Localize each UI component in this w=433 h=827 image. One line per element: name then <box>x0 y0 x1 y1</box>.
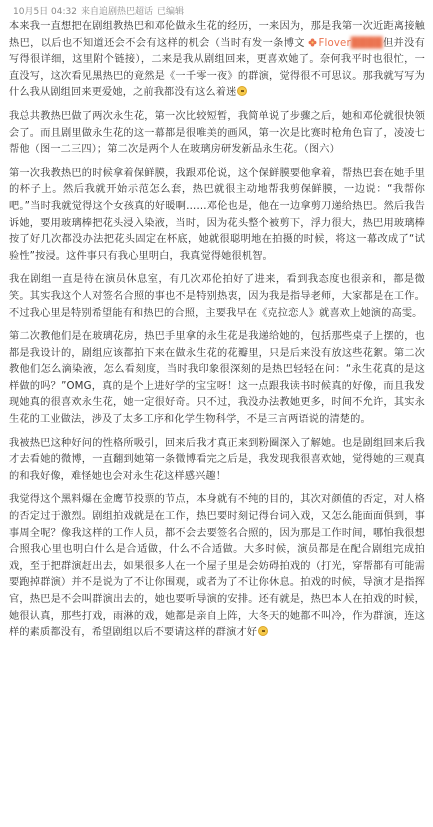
post-paragraph <box>9 436 425 486</box>
post-paragraph <box>9 329 425 429</box>
smile-emoji <box>258 626 268 636</box>
paragraph-text: 但并没有写得很详细，这里附个链接），二来是我从剧组回来，更喜欢她了。奈何我平时也很忙，一直没写，这次看见黑热巴的竟然是《一千零一夜》的群演，觉得很不可思议。那我就写写为什么我从剧组回来更爱她，之前我都没有这么着迷 <box>9 37 425 99</box>
paragraph-text: 我总共教热巴做了两次永生花，第一次比较短暂，我简单说了步骤之后，她和邓伦就很快领会了。而且剧里做永生花的这一幕都是很唯美的画风，第一次是比赛时枪角色盲了，凌凌七帮他（图一二三四）；第二次是两个人在玻璃房研发新品永生花。（图六） <box>9 110 425 156</box>
post-paragraph <box>9 272 425 322</box>
flower-icon <box>308 38 317 47</box>
post-edited: 已编辑 <box>157 7 185 17</box>
paragraph-text: 我觉得这个黑料爆在金鹰节投票的节点，本身就有不纯的目的，其次对颜值的否定，对人格的否定过于激烈。剧组拍戏就是在工作，热巴要时刻记得台词入戏，又怎么能面面俱到，事事周全呢？像我这样的工作人员，都不会去要签名合照的，因为那是工作时间，哪怕我很想合照我心里也明白什么是合适做，什么不合适做。大多时候，演员都是在配合剧组完成拍戏，至于把群演赶出去，如果很多人在一个屋子里是会妨碍拍戏的（打光，穿帮都有可能需要跑掉群演）并不是说为了不让你围观，或者为了不让你休息。拍戏的时候，导演才是指挥官，热巴是不会叫群演出去的，她也要听导演的安排。还有就是，热巴本人在拍戏的时候，她很认真，那些打戏，雨淋的戏，她都是亲自上阵，大冬天的她都不叫冷，作为群演，连这样的素质都没有，希望剧组以后不要请这样的群演才好 <box>9 494 425 639</box>
paragraph-text: 本来我一直想把在剧组教热巴和邓伦做永生花的经历，一来因为，那是我第一次近距离接触热巴，以后也不知道还会不会有这样的机会（当时有发一条博文 <box>9 21 425 49</box>
post-paragraph <box>9 109 425 159</box>
post-meta <box>13 6 425 19</box>
post-content <box>9 19 425 642</box>
post-source[interactable]: 来自追剧热巴超话 <box>80 7 153 17</box>
post-paragraph <box>9 492 425 641</box>
redacted-link-text: ████ <box>350 37 383 49</box>
link-user-flover[interactable]: Flover <box>318 37 351 49</box>
paragraph-text: 第一次我教热巴的时候拿着保鲜膜，我跟邓伦说，这个保鲜膜要他拿着，帮热巴套在她手里的杯子上。然后我就开始示范怎么套，热巴就很主动地帮我剪保鲜膜，一边说：“我帮你吧。”当时我就觉得这个女孩真的好暖啊……邓伦也是，他在一边拿剪刀递给热巴。然后我告诉她，要用玻璃棒把花头浸入染液，当时，因为花头整个被剪下，浮力很大，热巴用玻璃棒按了好几次都没办法把花头固定在杯底，她就很聪明地在拍摄的时候，将这一幕改成了“试验性”按浸。这件事只有我心里明白，我真觉得她很机智。 <box>9 167 425 262</box>
post-date: 10月5日 04:32 <box>13 7 77 17</box>
post-paragraph <box>9 19 425 102</box>
paragraph-text: 第二次教他们是在玻璃花房，热巴手里拿的永生花是我递给她的，包括那些桌子上摆的，也都是我设计的，剧组应该都拍下来在做永生花的花瓣里，只是后来没有放这些花絮。第二次教他们怎么滴染液，怎么看刻度，当时我印象很深刻的是热巴轻轻在问：“永生花真的是这样做的吗？”OMG，真的是个上进好学的宝宝呀！这一点跟我读书时候真的好像，而且我发现她真的很喜欢永生花，她一定很好奇。只不过，我没办法教她更多，时间不允许，其实永生花的工业做法，涉及了太多工序和化学生物科学，不是三言两语说的清楚的。 <box>9 331 425 426</box>
paragraph-text: 我被热巴这种好问的性格所吸引，回来后我才真正来到粉圈深入了解她。也是剧组回来后我才去看她的微博，一直翻到她第一条微博看完之后是，我发现我很喜欢她，觉得她的三观真的和我好像，难怪她也会对永生花这样感兴趣！ <box>9 437 425 482</box>
post-paragraph <box>9 166 425 266</box>
paragraph-text: 我在剧组一直是待在演员休息室，有几次邓伦拍好了进来，看到我态度也很亲和，都是微笑。其实我这个人对签名合照的事也不是特别热衷，因为我是指导老师，大家都是在工作。不过我心里是特别希望能有和热巴的合照，主要我早在《克拉恋人》就喜欢上她演的高雯。 <box>9 274 425 319</box>
smile-emoji <box>237 86 247 96</box>
